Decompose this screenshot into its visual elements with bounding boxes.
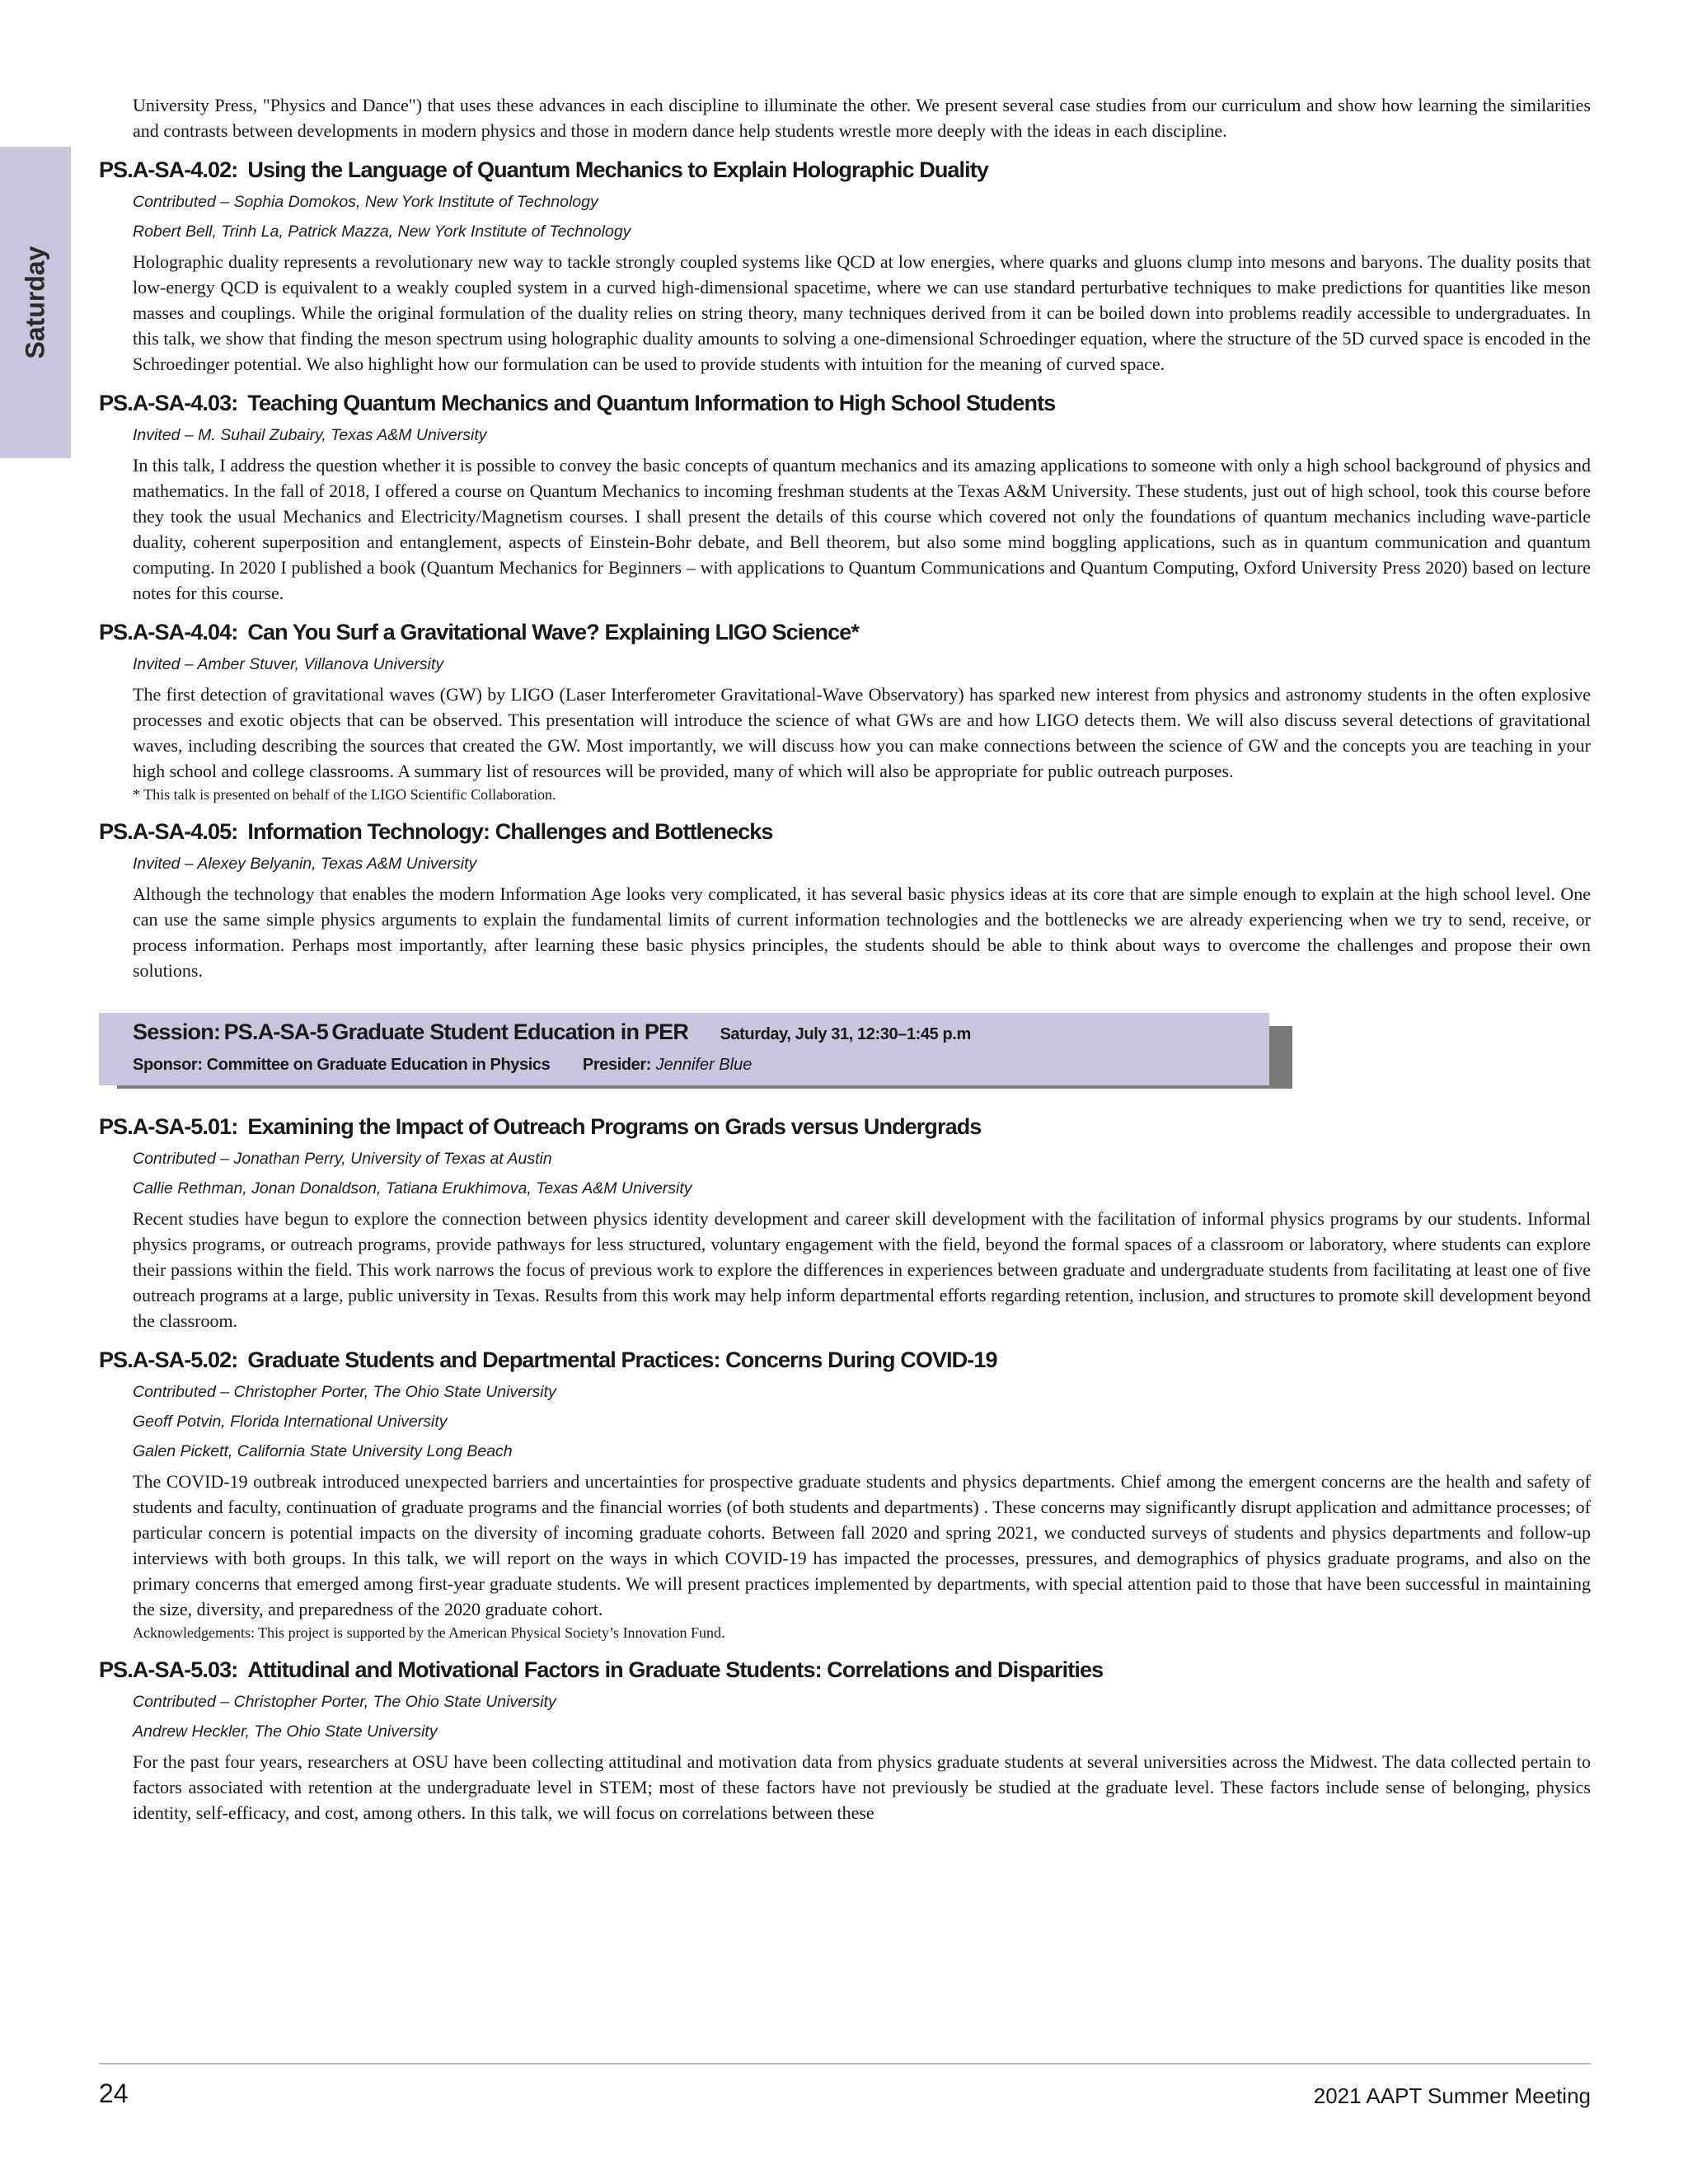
talk-abstract: For the past four years, researchers at OSU have been collecting attitudinal and motivation data from physics graduate students at several universities across the Midwest. The data collected pertain to factors associated with retention at the undergraduate level in STEM; most of these factors have not previously be studied at the graduate level. These factors include sense of belonging, physics identity, self-efficacy, and cost, among others. In this talk, we will focus on correlations between these (133, 1751, 1591, 1823)
talk-title (99, 1112, 1591, 1141)
talk-title (99, 155, 1591, 185)
presider-name: Jennifer Blue (655, 1056, 753, 1074)
talk-note: * This talk is presented on behalf of the LIGO Scientific Collaboration. (133, 786, 556, 803)
talk-author: Invited – Amber Stuver, Villanova University (133, 655, 444, 673)
talk-title-text: Can You Surf a Gravitational Wave? Explaining LIGO Science* (247, 620, 859, 644)
talk-author: Invited – Alexey Belyanin, Texas A&M University (133, 855, 477, 873)
talk-title (99, 817, 1591, 846)
talk-author: Robert Bell, Trinh La, Patrick Mazza, New York Institute of Technology (133, 223, 631, 241)
talk-author: Contributed – Sophia Domokos, New York Institute of Technology (133, 193, 598, 211)
talk-code: PS.A-SA-5.02: (99, 1347, 238, 1372)
page-number: 24 (99, 2079, 129, 2108)
talk-abstract: Holographic duality represents a revolutionary new way to tackle strongly coupled systems like QCD at low energies, where quarks and gluons clump into mesons and baryons. The duality posits that low-energy QCD is equivalent to a weakly coupled system in a curved high-dimensional spacetime, where we can use standard perturbative techniques to make predictions for quantities like meson masses and couplings. While the original formulation of the duality relies on string theory, many techniques derived from it can be boiled down into problems readily accessible to undergraduates. In this talk, we show that finding the meson spectrum using holographic duality amounts to solving a one-dimensional Schroedinger equation, where the structure of the 5D curved space is encoded in the Schroedinger potential. We also highlight how our formulation can be used to provide students with intuition for the meaning of curved space. (133, 251, 1591, 374)
session-label: Session: (133, 1019, 221, 1044)
talk-note: Acknowledgements: This project is supported by the American Physical Society’s Innovation Fund. (133, 1624, 725, 1641)
talk-abstract: The first detection of gravitational waves (GW) by LIGO (Laser Interferometer Gravitational-Wave Observatory) has sparked new interest from physics and astronomy students in the often explosive processes and exotic objects that can be observed. This presentation will introduce the science of what GWs are and how LIGO detects them. We will also discuss several detections of gravitational waves, including describing the sources that created the GW. Most importantly, we will discuss how you can make connections between the science of GW and the concepts you are teaching in your high school and college classrooms. A summary list of resources will be provided, many of which will also be appropriate for public outreach purposes. (133, 684, 1591, 781)
talk-title (99, 1345, 1591, 1375)
session-box (99, 1013, 1269, 1085)
talk-abstract: Recent studies have begun to explore the connection between physics identity development and career skill development with the facilitation of informal physics programs by our students. Informal physics programs, or outreach programs, provide pathways for less structured, voluntary engagement with the field, beyond the formal spaces of a classroom or laboratory, where students can explore their passions within the field. This work narrows the focus of previous work to explore the differences in experiences between graduate and undergraduate students from facilitating at least one of five outreach programs at a large, public university in Texas. Results from this work may help inform departmental efforts regarding retention, inclusion, and structures to promote skill development beyond the classroom. (133, 1208, 1591, 1331)
talk-title (99, 388, 1591, 418)
talk-entry (99, 1112, 1591, 1333)
meeting-name: 2021 AAPT Summer Meeting (1313, 2083, 1591, 2108)
talk-title (99, 617, 1591, 647)
talks-section-5 (99, 1112, 1591, 1825)
intro-paragraph: University Press, "Physics and Dance") that uses these advances in each discipline to illuminate the other. We present several case studies from our curriculum and show how learning the similarities and contrasts between developments in modern physics and those in modern dance help students wrestle more deeply with the ideas in each discipline. (133, 95, 1591, 141)
talk-author: Callie Rethman, Jonan Donaldson, Tatiana Erukhimova, Texas A&M University (133, 1179, 692, 1197)
talk-entry (99, 817, 1591, 983)
talk-author: Contributed – Christopher Porter, The Ohio State University (133, 1383, 556, 1401)
talk-entry (99, 1655, 1591, 1825)
talk-title-text: Graduate Students and Departmental Practices: Concerns During COVID-19 (247, 1347, 997, 1372)
talk-title (99, 1655, 1591, 1685)
talk-author: Andrew Heckler, The Ohio State University (133, 1722, 438, 1741)
talk-abstract: The COVID-19 outbreak introduced unexpected barriers and uncertainties for prospective graduate students and physics departments. Chief among the emergent concerns are the health and safety of students and faculty, continuation of graduate programs and the financial worries (of both students and departments) . These concerns may significantly disrupt application and admittance processes; of particular concern is potential impacts on the diversity of incoming graduate cohorts. Between fall 2020 and spring 2021, we conducted surveys of students and physics departments and follow-up interviews with both groups. In this talk, we will report on the ways in which COVID-19 has impacted the processes, pressures, and demographics of physics graduate programs, and also on the primary concerns that emerged among first-year graduate students. We will present practices implemented by departments, with special attention paid to those that have been successful in maintaining the size, diversity, and preparedness of the 2020 graduate cohort. (133, 1471, 1591, 1619)
talk-code: PS.A-SA-5.01: (99, 1114, 238, 1139)
talk-code: PS.A-SA-4.02: (99, 157, 238, 182)
session-sponsor: Sponsor: Committee on Graduate Education in Physics (133, 1056, 551, 1074)
footer-rule (99, 2063, 1591, 2064)
main-content (99, 92, 1591, 1825)
talk-author: Contributed – Jonathan Perry, University of Texas at Austin (133, 1150, 552, 1168)
talk-author: Geoff Potvin, Florida International University (133, 1413, 448, 1431)
talk-title-text: Examining the Impact of Outreach Programs on Grads versus Undergrads (247, 1114, 982, 1139)
side-tab-label: Saturday (20, 246, 50, 359)
talk-author: Invited – M. Suhail Zubairy, Texas A&M University (133, 426, 487, 444)
session-header (99, 1013, 1292, 1089)
session-name: Graduate Student Education in PER (331, 1019, 689, 1044)
talk-entry (99, 388, 1591, 606)
talk-author: Galen Pickett, California State University Long Beach (133, 1442, 513, 1460)
talk-code: PS.A-SA-4.05: (99, 819, 238, 844)
talks-section-4 (99, 155, 1591, 983)
talk-title-text: Attitudinal and Motivational Factors in Graduate Students: Correlations and Disparities (247, 1657, 1104, 1682)
talk-entry (99, 155, 1591, 377)
talk-abstract: Although the technology that enables the modern Information Age looks very complicated, it has several basic physics ideas at its core that are simple enough to explain at the high school level. One can use the same simple physics arguments to explain the fundamental limits of current information technologies and the bottlenecks we are already experiencing when we try to send, receive, or process information. Perhaps most importantly, after learning these basic physics principles, the students should be able to think about ways to overcome the challenges and propose their own solutions. (133, 883, 1591, 981)
talk-code: PS.A-SA-5.03: (99, 1657, 238, 1682)
session-code: PS.A-SA-5 (223, 1019, 328, 1044)
talk-entry (99, 1345, 1591, 1643)
side-tab (0, 147, 71, 458)
talk-title-text: Using the Language of Quantum Mechanics to Explain Holographic Duality (247, 157, 988, 182)
talk-title-text: Teaching Quantum Mechanics and Quantum Information to High School Students (247, 391, 1056, 415)
talk-title-text: Information Technology: Challenges and Bottlenecks (247, 819, 773, 844)
talk-author: Contributed – Christopher Porter, The Ohio State University (133, 1693, 556, 1711)
presider-label: Presider: (582, 1056, 652, 1074)
talk-entry (99, 617, 1591, 805)
talk-abstract: In this talk, I address the question whether it is possible to convey the basic concepts of quantum mechanics and its amazing applications to someone with only a high school background of physics and mathematics. In the fall of 2018, I offered a course on Quantum Mechanics to incoming freshman students at the Texas A&M University. These students, just out of high school, took this course before they took the usual Mechanics and Electricity/Magnetism courses. I shall present the details of this course which covered not only the foundations of quantum mechanics including wave-particle duality, coherent superposition and entanglement, aspects of Einstein-Bohr debate, and Bell theorem, but also some mind boggling applications, such as in quantum communication and quantum computing. In 2020 I published a book (Quantum Mechanics for Beginners – with applications to Quantum Communications and Quantum Computing, Oxford University Press 2020) based on lecture notes for this course. (133, 455, 1591, 603)
talk-code: PS.A-SA-4.03: (99, 391, 238, 415)
session-time: Saturday, July 31, 12:30–1:45 p.m (720, 1025, 971, 1043)
talk-code: PS.A-SA-4.04: (99, 620, 238, 644)
